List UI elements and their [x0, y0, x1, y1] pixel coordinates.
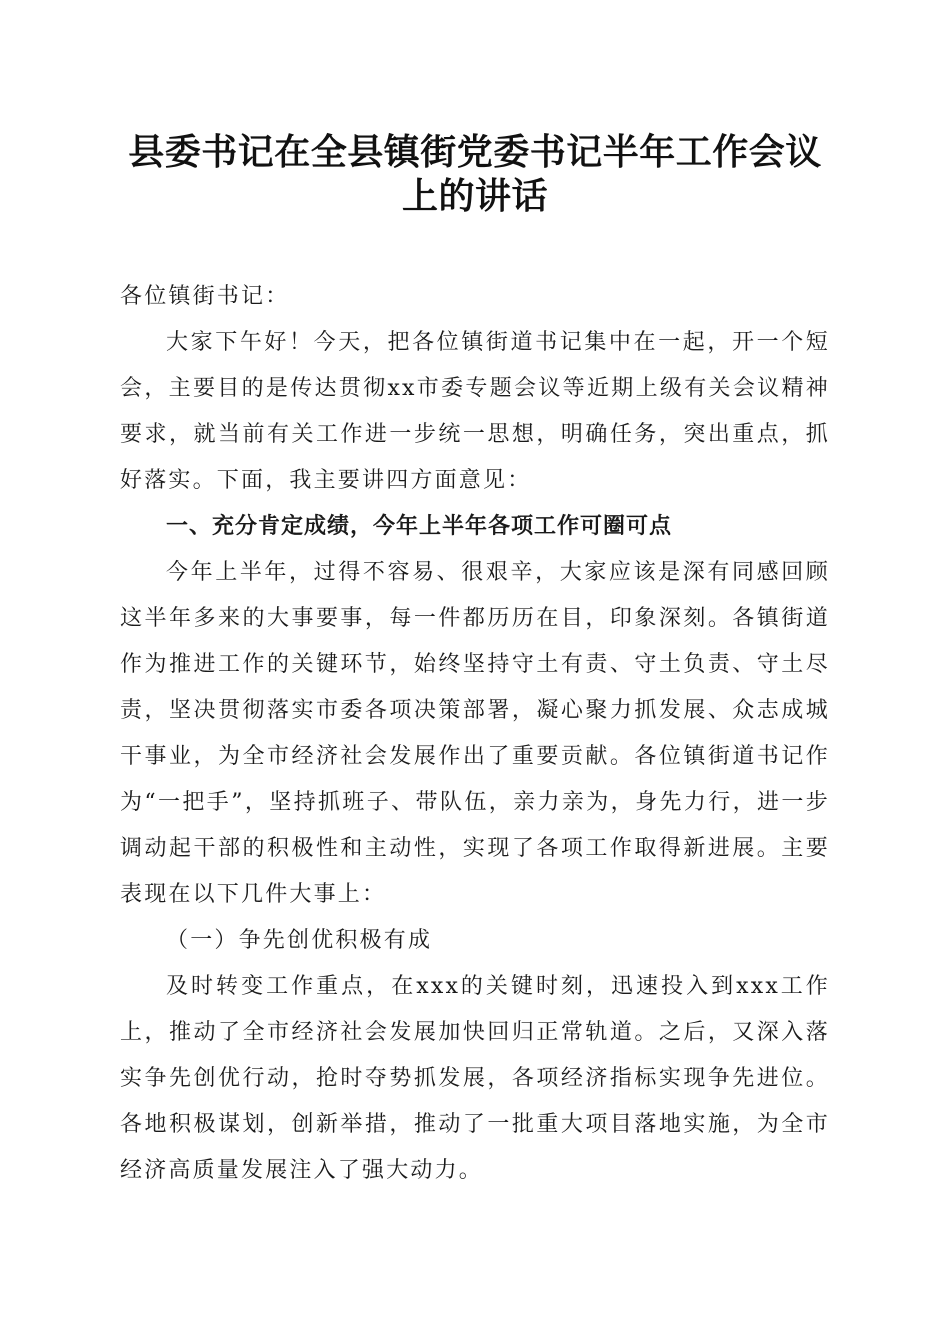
document-title: 县委书记在全县镇街党委书记半年工作会议上的讲话 [128, 131, 822, 217]
document-body [120, 274, 830, 1194]
opening-paragraph: 大家下午好！今天，把各位镇街道书记集中在一起，开一个短会，主要目的是传达贯彻xx市委专题会议等近期上级有关会议精神要求，就当前有关工作进一步统一思想，明确任务，突出重点，抓好落实。下面，我主要讲四方面意见： [120, 330, 830, 493]
section-heading-1: 一、充分肯定成绩，今年上半年各项工作可圈可点 [166, 514, 673, 539]
subsection-1-paragraph: 及时转变工作重点，在xxx的关键时刻，迅速投入到xxx工作上，推动了全市经济社会发展加快回归正常轨道。之后，又深入落实争先创优行动，抢时夺势抓发展，各项经济指标实现争先进位。各地积极谋划，创新举措，推动了一批重大项目落地实施，为全市经济高质量发展注入了强大动力。 [120, 974, 830, 1183]
document-page [120, 130, 830, 1194]
section-1-paragraph: 今年上半年，过得不容易、很艰辛，大家应该是深有同感回顾这半年多来的大事要事，每一件都历历在目，印象深刻。各镇街道作为推进工作的关键环节，始终坚持守土有责、守土负责、守土尽责，坚决贯彻落实市委各项决策部署，凝心聚力抓发展、众志成城干事业，为全市经济社会发展作出了重要贡献。各位镇街道书记作为“一把手”，坚持抓班子、带队伍，亲力亲为，身先力行，进一步调动起干部的积极性和主动性，实现了各项工作取得新进展。主要表现在以下几件大事上： [120, 560, 830, 907]
salutation: 各位镇街书记： [120, 284, 290, 309]
subsection-heading-1: （一）争先创优积极有成 [166, 928, 433, 953]
